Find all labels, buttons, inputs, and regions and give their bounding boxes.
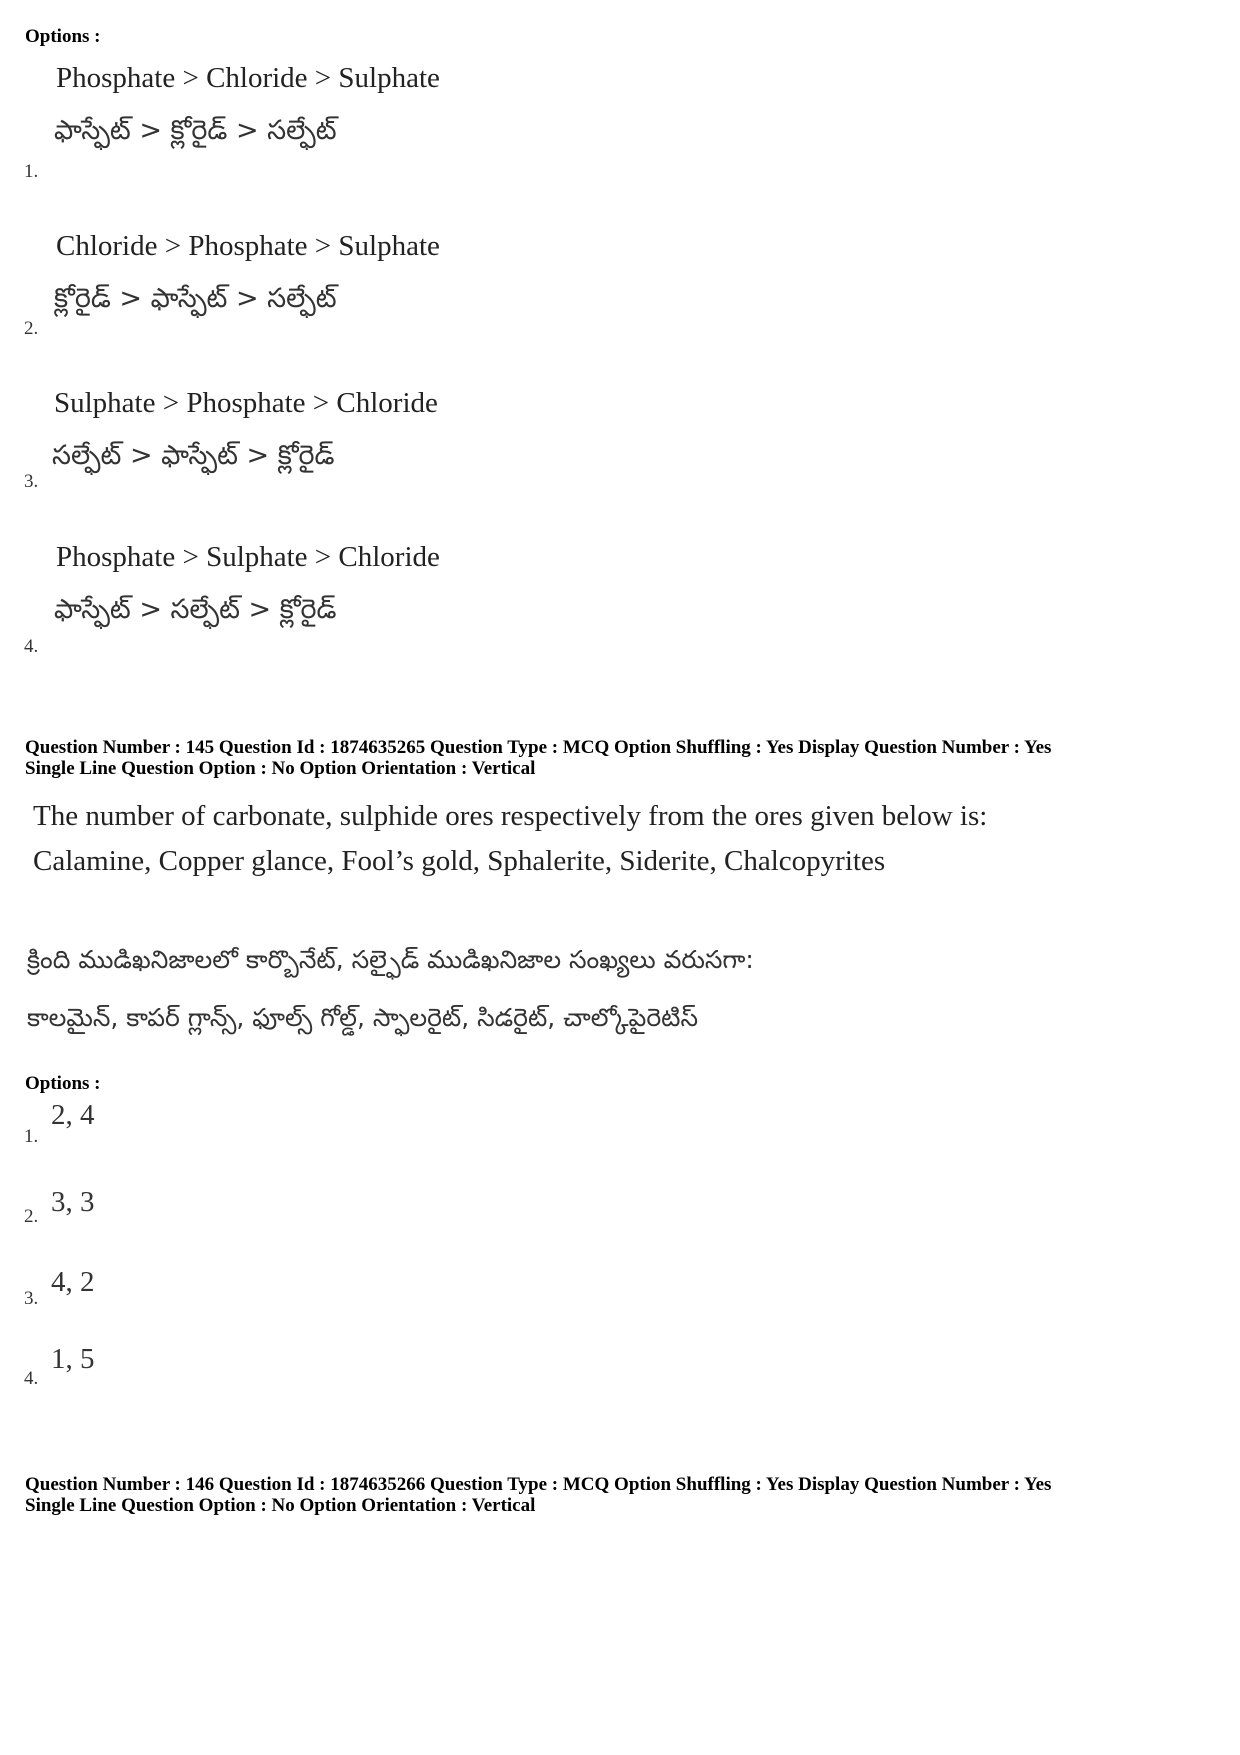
question-text-en-line-1: The number of carbonate, sulphide ores respectively from the ores given below is: bbox=[33, 800, 988, 832]
option-text-en: Chloride > Phosphate > Sulphate bbox=[56, 230, 440, 262]
option-number: 2. bbox=[24, 1206, 39, 1227]
question-meta-line-1: Question Number : 146 Question Id : 1874635266 Question Type : MCQ Option Shuffling : Yes Display Question Number : Yes bbox=[25, 1474, 1052, 1495]
option-text-en: Sulphate > Phosphate > Chloride bbox=[54, 387, 438, 419]
option-text-te: క్లోరైడ్ > ఫాస్ఫేట్ > సల్ఫేట్ bbox=[54, 283, 337, 314]
option-text-te: సల్ఫేట్ > ఫాస్ఫేట్ > క్లోరైడ్ bbox=[52, 440, 335, 471]
question-meta-line-1: Question Number : 145 Question Id : 1874635265 Question Type : MCQ Option Shuffling : Yes Display Question Number : Yes bbox=[25, 737, 1052, 758]
question-meta-line-2: Single Line Question Option : No Option Orientation : Vertical bbox=[25, 758, 536, 779]
option-number: 2. bbox=[24, 318, 39, 339]
question-meta-line-2: Single Line Question Option : No Option Orientation : Vertical bbox=[25, 1495, 536, 1516]
option-text-en: Phosphate > Sulphate > Chloride bbox=[56, 541, 440, 573]
question-text-te-line-1: క్రింది ముడిఖనిజాలలో కార్బొనేట్, సల్ఫైడ్ ముడిఖనిజాల సంఖ్యలు వరుసగా: bbox=[27, 945, 754, 974]
options-label: Options : bbox=[25, 26, 101, 47]
option-number: 4. bbox=[24, 636, 39, 657]
option-text: 4, 2 bbox=[51, 1266, 95, 1298]
option-text: 1, 5 bbox=[51, 1343, 95, 1375]
option-number: 1. bbox=[24, 1126, 39, 1147]
options-label: Options : bbox=[25, 1073, 101, 1094]
question-text-en-line-2: Calamine, Copper glance, Fool’s gold, Sphalerite, Siderite, Chalcopyrites bbox=[33, 845, 886, 877]
option-number: 3. bbox=[24, 471, 39, 492]
option-number: 1. bbox=[24, 161, 39, 182]
option-text: 2, 4 bbox=[51, 1099, 95, 1131]
option-text-en: Phosphate > Chloride > Sulphate bbox=[56, 62, 440, 94]
option-number: 4. bbox=[24, 1368, 39, 1389]
option-text: 3, 3 bbox=[51, 1186, 95, 1218]
option-text-te: ఫాస్ఫేట్ > సల్ఫేట్ > క్లోరైడ్ bbox=[54, 594, 337, 625]
option-number: 3. bbox=[24, 1288, 39, 1309]
question-text-te-line-2: కాలమైన్, కాపర్ గ్లాన్స్, ఫూల్స్ గోల్డ్, స్ఫాలరైట్, సిడరైట్, చాల్కోపైరెటిస్ bbox=[27, 1003, 698, 1032]
option-text-te: ఫాస్ఫేట్ > క్లోరైడ్ > సల్ఫేట్ bbox=[54, 115, 337, 146]
